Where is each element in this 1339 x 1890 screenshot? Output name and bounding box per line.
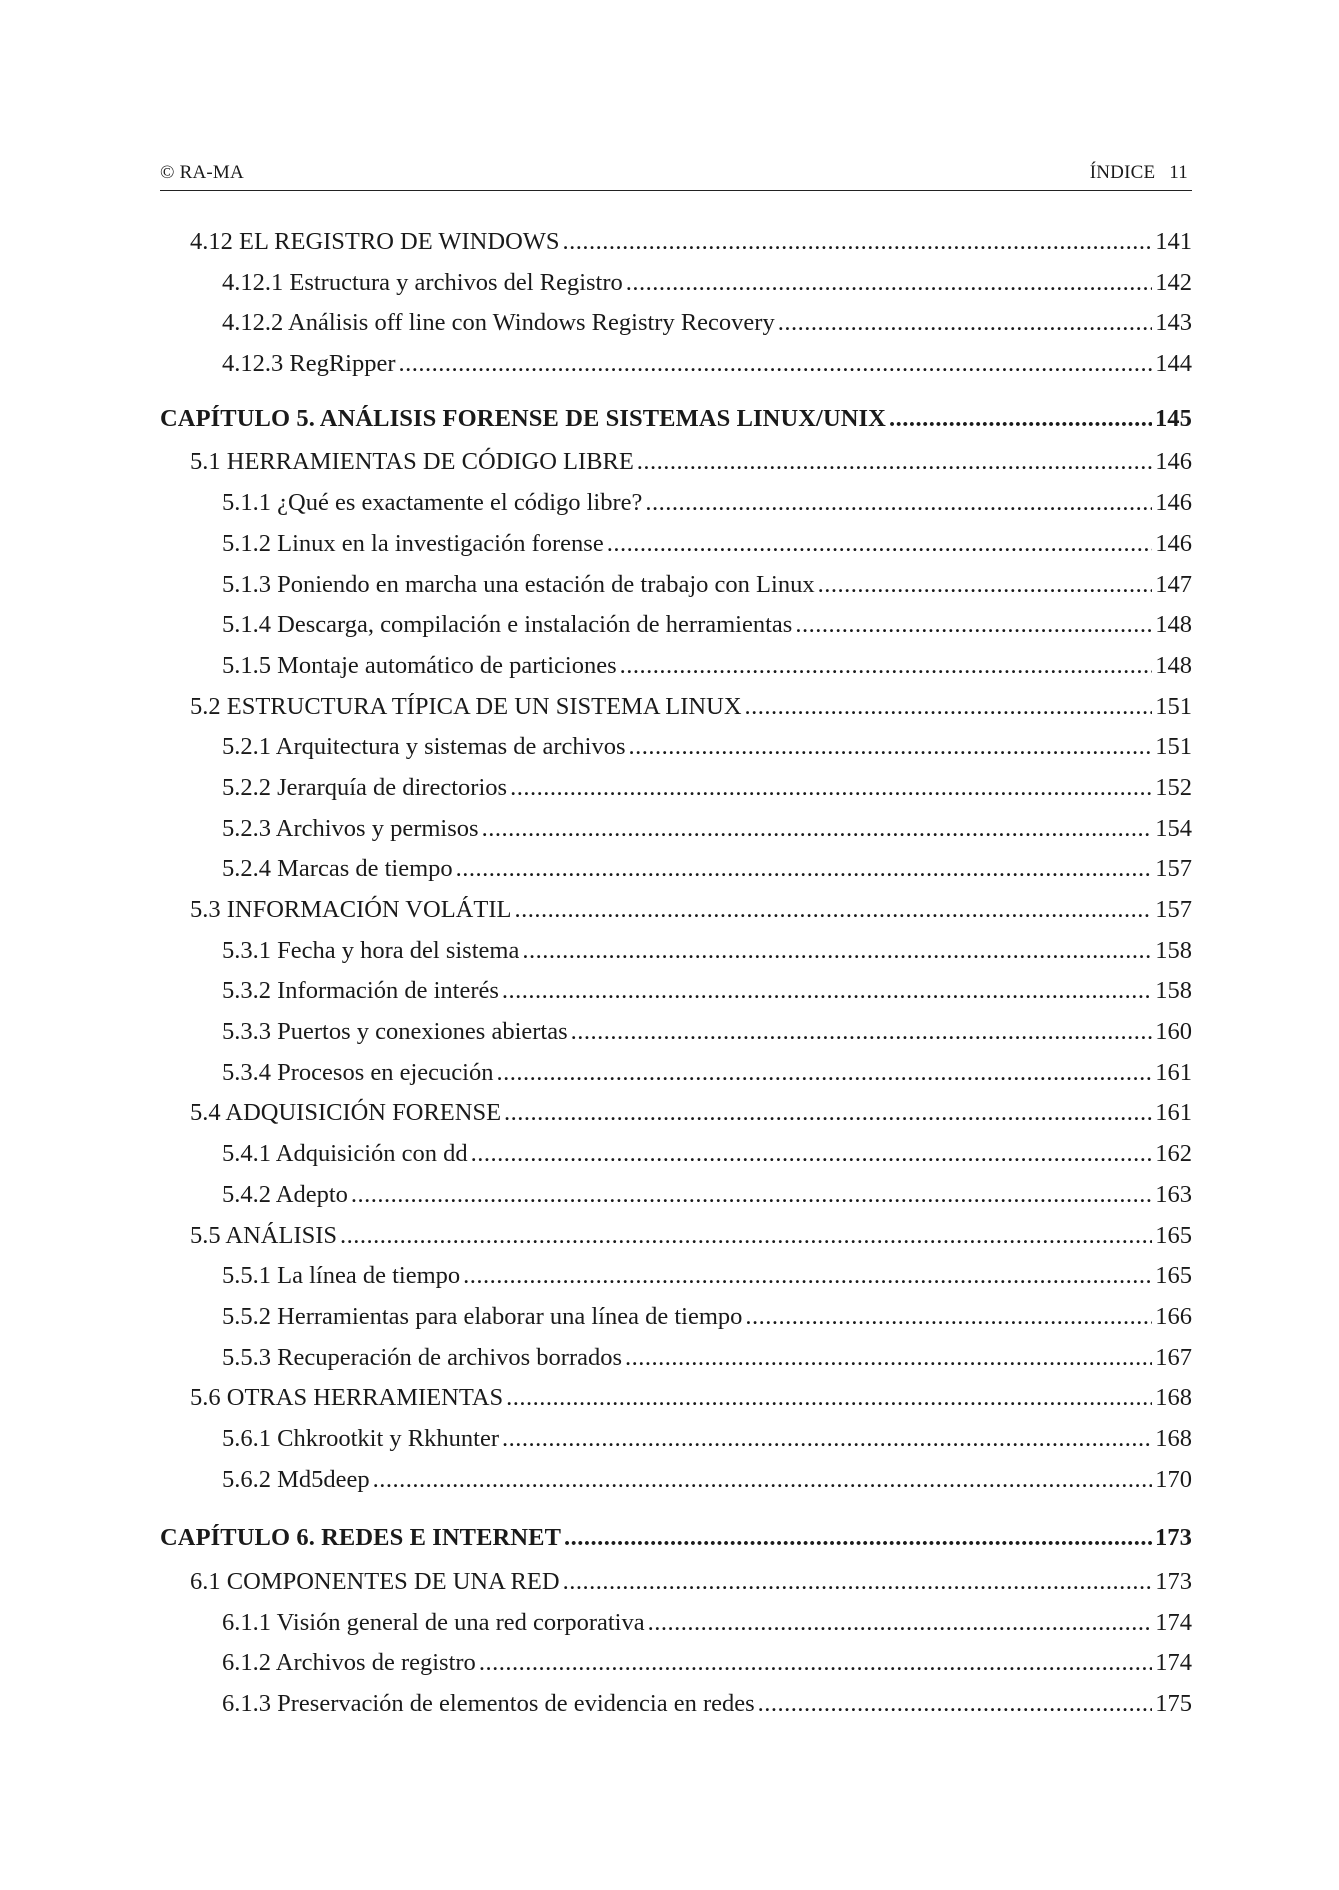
- toc-entry: [160, 1134, 1192, 1175]
- toc-entry-title: 5.5.2 Herramientas para elaborar una línea de tiempo: [222, 1302, 743, 1330]
- toc-entry-title: 5.4.2 Adepto: [222, 1180, 348, 1208]
- table-of-contents: [160, 222, 1192, 1725]
- toc-entry-title: CAPÍTULO 6. REDES E INTERNET: [160, 1524, 562, 1552]
- dot-leader: [645, 483, 1152, 524]
- toc-entry-page: 151: [1155, 692, 1192, 720]
- toc-entry: [160, 849, 1192, 890]
- publisher-copyright: © RA-MA: [160, 162, 244, 183]
- toc-entry: [160, 442, 1192, 483]
- page-number: 11: [1169, 162, 1188, 183]
- toc-entry-title: 5.5.3 Recuperación de archivos borrados: [222, 1343, 623, 1371]
- toc-entry-page: 157: [1155, 855, 1192, 883]
- toc-entry-page: 166: [1155, 1302, 1192, 1330]
- toc-entry-page: 165: [1155, 1221, 1192, 1249]
- toc-entry-title: 5.2.1 Arquitectura y sistemas de archivos: [222, 733, 626, 761]
- toc-entry-page: 163: [1155, 1180, 1192, 1208]
- toc-entry-page: 174: [1155, 1649, 1192, 1677]
- section-title: ÍNDICE: [1089, 162, 1156, 183]
- toc-entry: [160, 565, 1192, 606]
- toc-entry: [160, 809, 1192, 850]
- toc-entry: [160, 890, 1192, 931]
- toc-entry: [160, 1460, 1192, 1501]
- dot-leader: [479, 1643, 1152, 1684]
- dot-leader: [564, 1518, 1152, 1559]
- dot-leader: [482, 809, 1153, 850]
- toc-entry: [160, 303, 1192, 344]
- toc-entry-page: 144: [1155, 350, 1192, 378]
- toc-chapter-entry: [160, 399, 1192, 440]
- toc-entry-page: 146: [1155, 448, 1192, 476]
- dot-leader: [463, 1256, 1152, 1297]
- toc-entry-page: 168: [1155, 1384, 1192, 1412]
- header-section: [1090, 162, 1188, 184]
- toc-entry: [160, 483, 1192, 524]
- toc-entry: [160, 727, 1192, 768]
- toc-entry-title: 4.12.3 RegRipper: [222, 350, 396, 378]
- toc-entry-title: 5.1.3 Poniendo en marcha una estación de trabajo con Linux: [222, 570, 815, 598]
- dot-leader: [778, 303, 1153, 344]
- toc-entry-title: 6.1.1 Visión general de una red corporativa: [222, 1608, 645, 1636]
- toc-entry: [160, 222, 1192, 263]
- toc-entry-page: 173: [1154, 1524, 1192, 1552]
- toc-entry: [160, 605, 1192, 646]
- toc-entry: [160, 1603, 1192, 1644]
- toc-entry-title: 5.3.4 Procesos en ejecución: [222, 1058, 494, 1086]
- toc-entry-page: 141: [1155, 228, 1192, 255]
- toc-entry-title: 5.6.2 Md5deep: [222, 1465, 370, 1493]
- toc-entry-title: 5.1.1 ¿Qué es exactamente el código libre?: [222, 489, 643, 517]
- dot-leader: [522, 931, 1152, 972]
- toc-entry-title: 4.12.2 Análisis off line con Windows Registry Recovery: [222, 309, 775, 337]
- dot-leader: [351, 1175, 1152, 1216]
- toc-entry: [160, 1297, 1192, 1338]
- toc-entry-title: 5.5 ANÁLISIS: [190, 1221, 338, 1249]
- toc-entry-page: 142: [1155, 268, 1192, 296]
- dot-leader: [795, 605, 1152, 646]
- toc-entry-page: 161: [1155, 1058, 1192, 1086]
- toc-entry-page: 160: [1155, 1018, 1192, 1046]
- toc-entry: [160, 1419, 1192, 1460]
- dot-leader: [563, 1562, 1153, 1603]
- toc-entry-title: 5.4.1 Adquisición con dd: [222, 1140, 468, 1168]
- dot-leader: [514, 890, 1152, 931]
- toc-entry: [160, 687, 1192, 728]
- dot-leader: [620, 646, 1153, 687]
- running-header: [160, 162, 1192, 191]
- dot-leader: [563, 222, 1153, 263]
- toc-entry: [160, 1643, 1192, 1684]
- toc-entry: [160, 1256, 1192, 1297]
- toc-entry-title: 5.1.5 Montaje automático de particiones: [222, 651, 617, 679]
- dot-leader: [471, 1134, 1153, 1175]
- toc-entry-title: 6.1.2 Archivos de registro: [222, 1649, 476, 1677]
- toc-entry-page: 157: [1155, 896, 1192, 923]
- toc-entry: [160, 768, 1192, 809]
- toc-entry-page: 162: [1155, 1140, 1192, 1168]
- dot-leader: [504, 1093, 1152, 1134]
- toc-entry-title: 5.6.1 Chkrootkit y Rkhunter: [222, 1424, 499, 1452]
- toc-entry: [160, 1562, 1192, 1603]
- dot-leader: [745, 687, 1153, 728]
- dot-leader: [373, 1460, 1153, 1501]
- dot-leader: [745, 1297, 1152, 1338]
- toc-entry-title: 5.1.2 Linux en la investigación forense: [222, 529, 604, 557]
- toc-entry: [160, 1338, 1192, 1379]
- toc-entry-title: 6.1.3 Preservación de elementos de evidencia en redes: [222, 1690, 755, 1718]
- toc-entry-page: 147: [1155, 570, 1192, 598]
- toc-entry: [160, 1093, 1192, 1134]
- toc-entry-page: 143: [1155, 309, 1192, 337]
- toc-entry-page: 145: [1154, 404, 1192, 432]
- toc-entry: [160, 1175, 1192, 1216]
- toc-entry-title: 5.2.2 Jerarquía de directorios: [222, 773, 508, 801]
- toc-entry-page: 152: [1155, 773, 1192, 801]
- dot-leader: [510, 768, 1152, 809]
- toc-entry-title: CAPÍTULO 5. ANÁLISIS FORENSE DE SISTEMAS LINUX/UNIX: [160, 404, 886, 432]
- toc-entry-page: 174: [1155, 1608, 1192, 1636]
- dot-leader: [758, 1684, 1153, 1725]
- dot-leader: [637, 442, 1152, 483]
- toc-chapter-entry: [160, 1518, 1192, 1559]
- toc-entry-title: 5.5.1 La línea de tiempo: [222, 1262, 461, 1290]
- toc-entry-page: 167: [1155, 1343, 1192, 1371]
- toc-entry-title: 4.12.1 Estructura y archivos del Registro: [222, 268, 623, 296]
- dot-leader: [506, 1378, 1152, 1419]
- toc-entry-page: 170: [1155, 1465, 1192, 1493]
- dot-leader: [889, 399, 1152, 440]
- toc-entry-title: 5.3.3 Puertos y conexiones abiertas: [222, 1018, 568, 1046]
- toc-entry-page: 175: [1155, 1690, 1192, 1718]
- toc-entry: [160, 1053, 1192, 1094]
- toc-entry: [160, 1684, 1192, 1725]
- toc-entry: [160, 1216, 1192, 1257]
- toc-entry-page: 165: [1155, 1262, 1192, 1290]
- toc-entry-title: 4.12 EL REGISTRO DE WINDOWS: [190, 228, 560, 255]
- toc-entry-page: 154: [1155, 814, 1192, 842]
- dot-leader: [502, 971, 1152, 1012]
- toc-entry-title: 5.6 OTRAS HERRAMIENTAS: [190, 1384, 504, 1412]
- dot-leader: [502, 1419, 1152, 1460]
- toc-entry-title: 5.1.4 Descarga, compilación e instalación de herramientas: [222, 611, 793, 639]
- toc-entry: [160, 646, 1192, 687]
- toc-entry: [160, 971, 1192, 1012]
- dot-leader: [626, 263, 1152, 304]
- toc-entry-title: 5.2.3 Archivos y permisos: [222, 814, 479, 842]
- toc-entry-page: 146: [1155, 529, 1192, 557]
- toc-entry-title: 6.1 COMPONENTES DE UNA RED: [190, 1568, 560, 1595]
- dot-leader: [607, 524, 1153, 565]
- dot-leader: [571, 1012, 1153, 1053]
- dot-leader: [818, 565, 1153, 606]
- toc-entry: [160, 931, 1192, 972]
- toc-entry-title: 5.1 HERRAMIENTAS DE CÓDIGO LIBRE: [190, 448, 634, 476]
- dot-leader: [648, 1603, 1153, 1644]
- toc-entry-title: 5.2 ESTRUCTURA TÍPICA DE UN SISTEMA LINUX: [190, 692, 742, 720]
- toc-entry-title: 5.4 ADQUISICIÓN FORENSE: [190, 1099, 502, 1127]
- toc-entry: [160, 1012, 1192, 1053]
- dot-leader: [496, 1053, 1152, 1094]
- toc-entry-page: 168: [1155, 1424, 1192, 1452]
- toc-entry-page: 158: [1155, 977, 1192, 1005]
- toc-entry-page: 148: [1155, 651, 1192, 679]
- dot-leader: [399, 344, 1153, 385]
- dot-leader: [628, 727, 1152, 768]
- toc-entry-title: 5.3.2 Información de interés: [222, 977, 499, 1005]
- toc-entry-title: 5.3.1 Fecha y hora del sistema: [222, 936, 520, 964]
- toc-entry-page: 158: [1155, 936, 1192, 964]
- toc-entry-page: 173: [1155, 1568, 1192, 1595]
- dot-leader: [625, 1338, 1152, 1379]
- toc-entry-page: 146: [1155, 489, 1192, 517]
- toc-entry-page: 151: [1155, 733, 1192, 761]
- toc-entry-title: 5.3 INFORMACIÓN VOLÁTIL: [190, 896, 512, 923]
- dot-leader: [340, 1216, 1152, 1257]
- toc-entry: [160, 1378, 1192, 1419]
- toc-entry: [160, 263, 1192, 304]
- toc-entry: [160, 524, 1192, 565]
- toc-entry-page: 148: [1155, 611, 1192, 639]
- toc-entry-page: 161: [1155, 1099, 1192, 1127]
- toc-entry-title: 5.2.4 Marcas de tiempo: [222, 855, 453, 883]
- toc-entry: [160, 344, 1192, 385]
- dot-leader: [456, 849, 1153, 890]
